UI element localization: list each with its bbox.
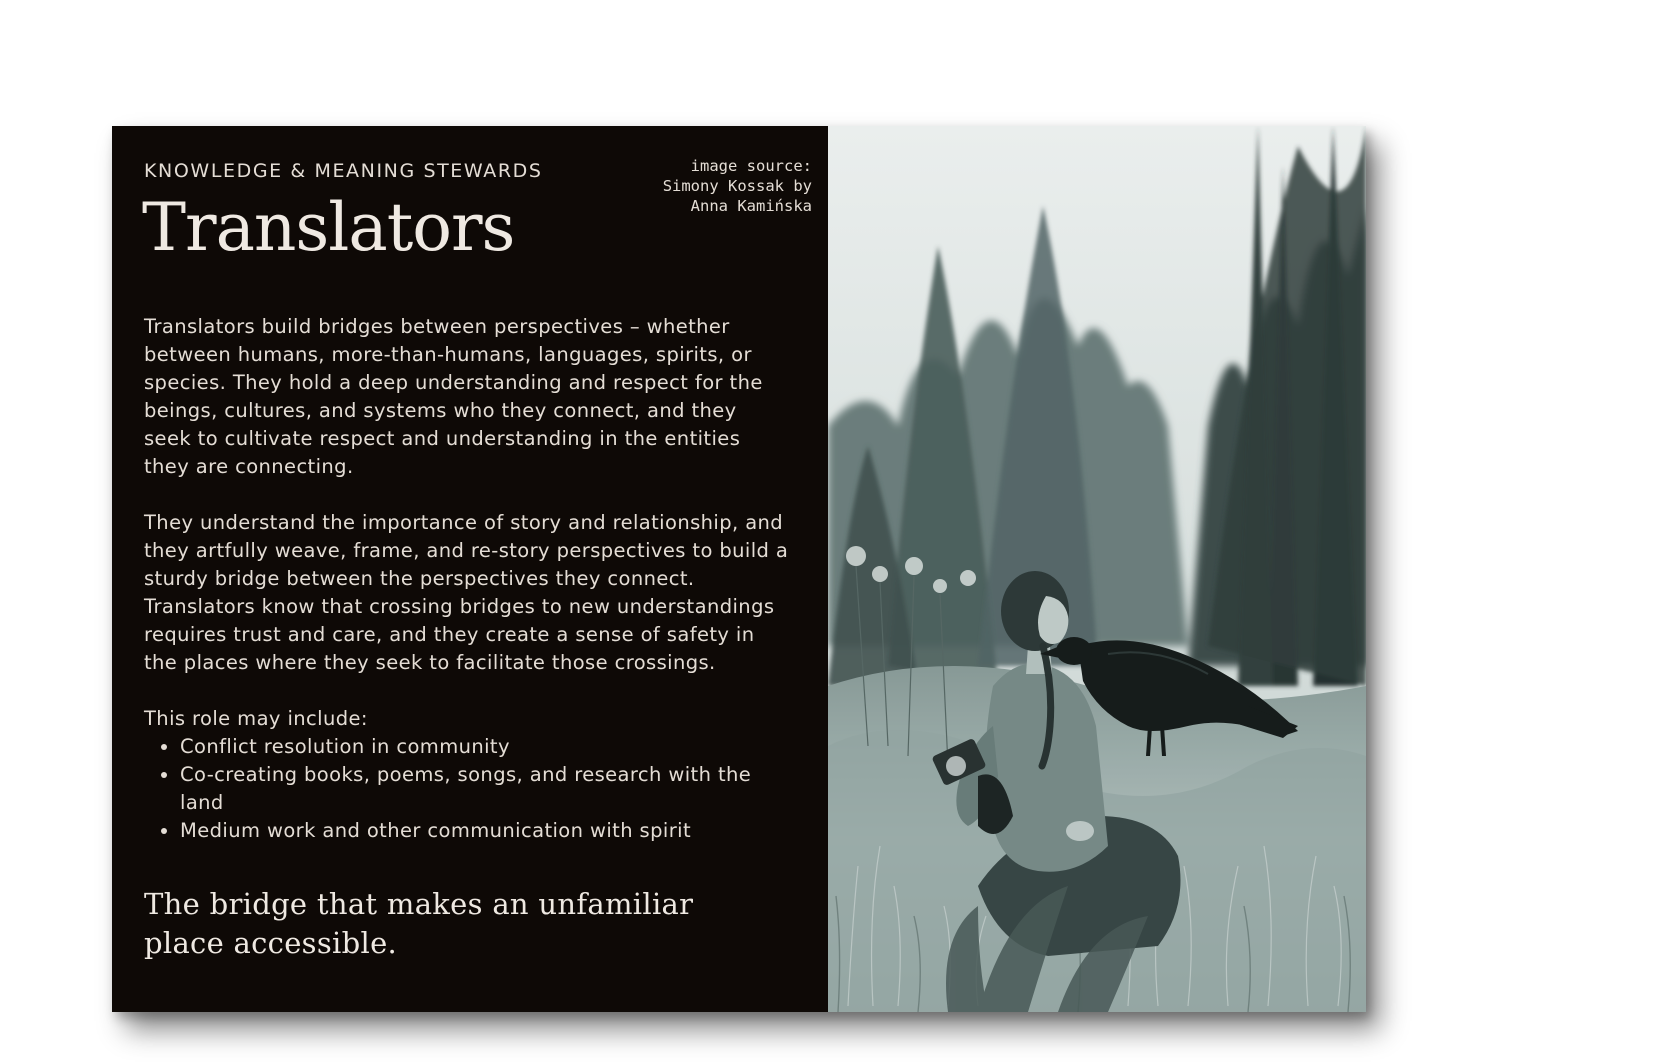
text-panel [112, 126, 828, 1012]
list-item: • Medium work and other communication with spirit [180, 817, 790, 845]
list-item: • Conflict resolution in community [180, 733, 790, 761]
image-source-credit: image source: Simony Kossak by Anna Kamińska [662, 157, 812, 215]
roles-list [144, 733, 790, 845]
list-item: • Co-creating books, poems, songs, and research with the land [180, 761, 790, 817]
description-paragraph-1: Translators build bridges between perspectives – whether between humans, more-than-humans, languages, spirits, or species. They hold a deep understanding and respect for the beings, cultures, and systems who they connect, and they seek to cultivate respect and understanding in the entities they are connecting. [144, 315, 763, 478]
category-label: KNOWLEDGE & MEANING STEWARDS [144, 160, 543, 182]
roles-intro: This role may include: [144, 707, 368, 730]
description-paragraph-2: They understand the importance of story and relationship, and they artfully weave, frame, and re-story perspectives to build a sturdy bridge between the perspectives they connect. Translators know that crossing bridges to new understandings requires trust and care, and they create a sense of safety in the places where they seek to facilitate those crossings. [144, 511, 789, 674]
role-card [112, 126, 1366, 1012]
tagline: The bridge that makes an unfamiliar place accessible. [144, 887, 694, 960]
role-title: Translators [142, 189, 515, 266]
forest-photo-illustration [828, 126, 1366, 1012]
woman-with-raven-photo [828, 126, 1366, 1012]
